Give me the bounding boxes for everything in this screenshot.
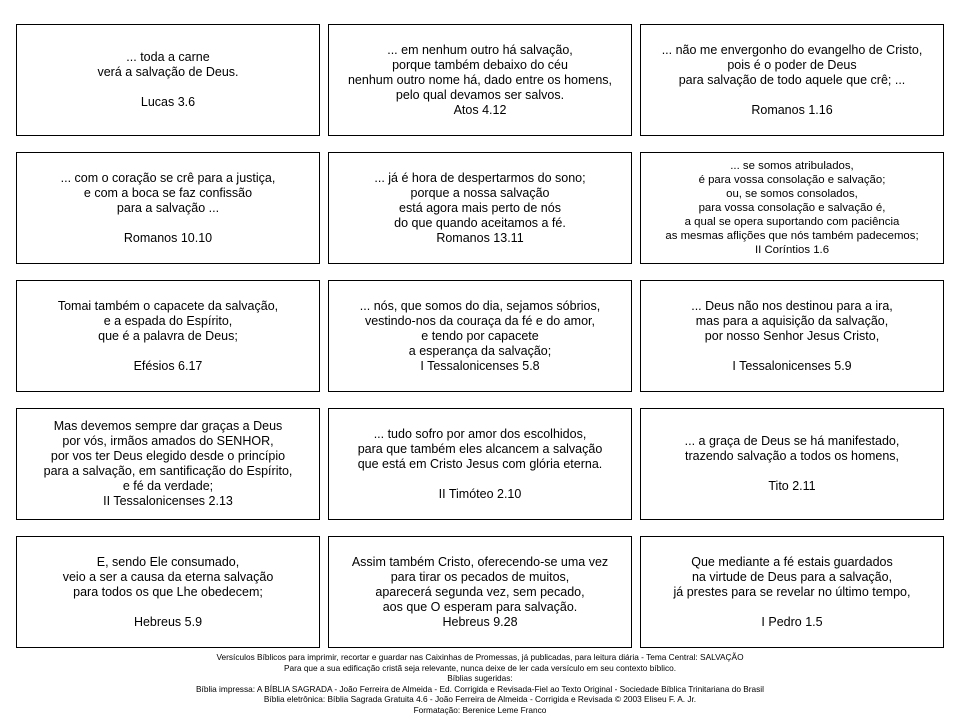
verse-text-line: a qual se opera suportando com paciência [684,216,900,228]
footer-note: Para que a sua edificação cristã seja relevante, nunca deixe de ler cada versículo em seu contexto bíblico. [283,662,677,673]
verse-reference: Efésios 6.17 [133,358,203,373]
verse-text-line: verá a salvação de Deus. [97,65,239,79]
verse-text-line: aos que O esperam para salvação. [382,599,578,614]
verse-text-line: pois é o poder de Deus [727,57,857,72]
verse-text-line: ... nós, que somos do dia, sejamos sóbrios, [359,298,601,313]
verse-card [328,536,632,648]
verse-text-line: ... tudo sofro por amor dos escolhidos, [373,426,587,441]
verse-card [16,280,320,392]
verse-reference: II Timóteo 2.10 [438,486,522,501]
verse-reference: Romanos 10.10 [123,230,213,245]
verse-card [16,408,320,520]
page-footer [0,652,960,716]
verse-text-line: e a espada do Espírito, [103,313,233,328]
verse-text-line: para que também eles alcancem a salvação [357,441,603,456]
verse-text-line: ... toda a carne [126,50,210,64]
verse-text-line: ... Deus não nos destinou para a ira, [691,298,893,313]
verse-text-line: ... não me envergonho do evangelho de Cristo, [661,42,923,57]
verse-text-line: para a salvação ... [116,200,220,215]
verse-text-line: vestindo-nos da couraça da fé e do amor, [364,313,595,328]
footer-electronic-bible: Bíblia eletrônica: Bíblia Sagrada Gratuita 4.6 - João Ferreira de Almeida - Corrigida e Revisada © 2003 Eliseu F. A. Jr. [263,694,697,705]
verse-text-line: ... se somos atribulados, [730,160,854,172]
verse-card [640,408,944,520]
verse-text-line: veio a ser a causa da eterna salvação [62,569,274,584]
verse-card [640,152,944,264]
verse-text-line: ... a graça de Deus se há manifestado, [684,434,900,448]
verse-reference: I Tessalonicenses 5.9 [732,358,852,373]
verse-card [328,408,632,520]
verse-text-line: Assim também Cristo, oferecendo-se uma vez [351,554,609,569]
verse-text-line: pelo qual devamos ser salvos. [395,87,565,102]
verse-text-line: e com a boca se faz confissão [83,185,253,200]
verse-text-line: para todos os que Lhe obedecem; [73,584,263,599]
verse-text-line: ... em nenhum outro há salvação, [387,42,573,57]
verse-text-line: por vós, irmãos amados do SENHOR, [62,434,274,448]
footer-description: Versículos Bíblicos para imprimir, recortar e guardar nas Caixinhas de Promessas, já publicadas, para leitura diária - Tema Central: SALVAÇÃO [216,652,744,662]
verse-text-line: as mesmas aflições que nós também padecemos; [665,230,919,242]
verse-text-line: já prestes para se revelar no último tempo, [673,584,911,599]
verse-reference: Tito 2.11 [768,479,816,493]
verse-text-line: que é a palavra de Deus; [98,328,238,343]
footer-printed-bible: Bíblia impressa: A BÍBLIA SAGRADA - João Ferreira de Almeida - Ed. Corrigida e Revisada-Fiel ao Texto Original - Sociedade Bíblica Trinitariana do Brasil [196,683,764,694]
verse-text-line: E, sendo Ele consumado, [96,554,240,569]
verse-card [16,24,320,136]
verse-text-line: e tendo por capacete [421,328,539,343]
verse-text-line: para vossa consolação e salvação é, [698,202,886,214]
verse-text-line: por vos ter Deus elegido desde o princípio [50,449,286,463]
verse-text-line: ... já é hora de despertarmos do sono; [374,170,586,185]
verse-text-line: Mas devemos sempre dar graças a Deus [53,419,283,433]
verse-card [640,280,944,392]
verse-text-line: para tirar os pecados de muitos, [390,569,570,584]
verse-text-line: na virtude de Deus para a salvação, [691,569,893,584]
verse-reference: Lucas 3.6 [140,95,196,109]
verse-reference: II Coríntios 1.6 [754,244,830,256]
verse-text-line: porque a nossa salvação [410,185,550,200]
verse-reference: Hebreus 9.28 [442,614,518,629]
verse-text-line: nenhum outro nome há, dado entre os homens, [347,72,613,87]
verse-reference: Atos 4.12 [453,102,507,117]
verse-text-line: para salvação de todo aquele que crê; ... [678,72,906,87]
verse-text-line: e fé da verdade; [122,479,214,493]
verse-reference: Romanos 13.11 [436,230,524,245]
verse-text-line: que está em Cristo Jesus com glória eterna. [357,456,603,471]
footer-credits: Formatação: Berenice Leme Franco [413,704,547,715]
verse-card [640,536,944,648]
verse-text-line: mas para a aquisição da salvação, [695,313,889,328]
verse-card [328,280,632,392]
verse-reference: Hebreus 5.9 [133,614,203,629]
verse-text-line: ... com o coração se crê para a justiça, [60,170,276,185]
verse-card [16,152,320,264]
verse-card [328,152,632,264]
verse-text-line: está agora mais perto de nós [399,200,561,215]
verse-reference: I Tessalonicenses 5.8 [420,358,540,373]
footer-bibles-heading: Bíblias sugeridas: [447,673,513,684]
verse-text-line: a esperança da salvação; [408,343,552,358]
verse-text-line: Que mediante a fé estais guardados [691,554,893,569]
verse-card [16,536,320,648]
verse-card [640,24,944,136]
verse-text-line: aparecerá segunda vez, sem pecado, [375,584,585,599]
verse-text-line: porque também debaixo do céu [392,57,568,72]
verse-text-line: por nosso Senhor Jesus Cristo, [704,328,880,343]
verse-reference: Romanos 1.16 [751,102,833,117]
verse-reference: I Pedro 1.5 [761,614,823,629]
verse-text-line: do que quando aceitamos a fé. [394,215,566,230]
verse-card [328,24,632,136]
verse-text-line: Tomai também o capacete da salvação, [57,298,279,313]
verse-text-line: trazendo salvação a todos os homens, [684,449,900,463]
verse-text-line: ou, se somos consolados, [726,188,858,200]
verse-text-line: é para vossa consolação e salvação; [698,174,886,186]
verse-text-line: para a salvação, em santificação do Espírito, [43,464,293,478]
verse-reference: II Tessalonicenses 2.13 [103,494,233,508]
